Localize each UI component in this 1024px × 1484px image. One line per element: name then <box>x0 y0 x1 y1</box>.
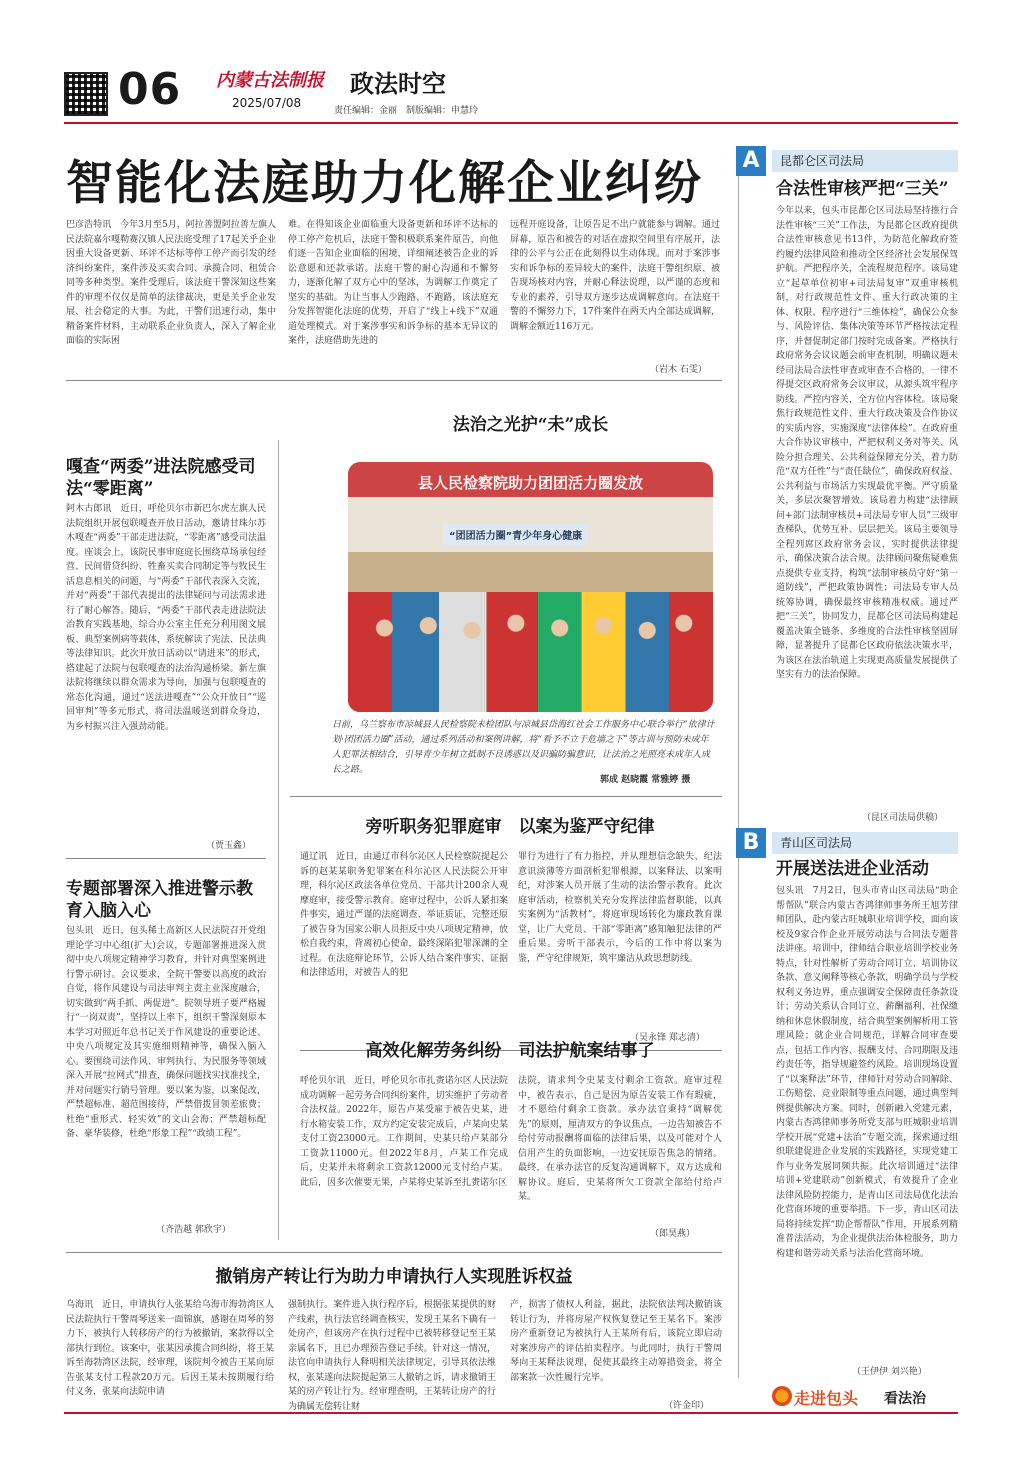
event-photo <box>348 462 713 712</box>
middle-article-1-col-1: 通辽讯 近日，由通辽市科尔沁区人民检察院提起公诉的赵某某职务犯罪案在科尔沁区人民法院公开审理，科尔沁区政法各单位党员、干部共计200余人观摩庭审，接受警示教育。庭审过程中，公诉人紧扣案件事实，通过严谨的法庭调查、举证质证，完整还原了被告身为国家公职人员拒反中央八项规定精神，放松自我约束，背离初心使命，最终深陷犯罪深渊的全过程。在法庭辩论环节，公诉人结合案件事实、证据和法律适用，对被告人的犯 <box>300 852 508 978</box>
right-article-a-body: 今年以来，包头市昆都仑区司法局坚持推行合法性审核“三关”工作法，为昆都仑区政府提供合法性审核意见书13件，为防范化解政府签约履约法律风险和推动全区经济社会发展保驾护航。严把程序关，全流程规范程序。该局建立“起草单位初审+司法局复审”双重审核机制，对行政规范性文件、重大行政决策的主体、权限、程序进行“三维体检”，确保公众参与、风险评估、集体决策等环节严格按法定程序，并督促制定部门按时完成备案。严格执行政府常务会议议题会前审查机制，明确议题未经司法局合法性审查或审查不合格的，一律不得提交区政府常务会议审议，从源头筑牢程序防线。严控内容关，全方位内容体检。该局聚焦行政规范性文件、重大行政决策及合作协议的实质内容，实施深度“法律体检”。在政府重大合作协议审核中，严把权利义务对等关、风险分担合理关、公共利益保障充分关，着力防范“双方任性”与“责任缺位”，确保政府权益、公共利益与市场活力实现最优平衡。严守质量关，多层次聚智增效。该局着力构建“法律顾问+部门法制审核员+司法局专审人员”三级审查梯队，优势互补、层层把关。该局主要领导全程列席区政府常务会议，实时提供法律提示，确保决策合法合规。法律顾问聚焦疑难焦点提供专业支持，构筑“法制审核员守好“第一道防线”，严把政策协调性；司法局专审人员统筹协调，确保最终审核精准权威。通过严把“三关”，协同发力，昆都仑区司法局构建起覆盖决策全链条、多维度的合法性审核坚固屏障，显著提升了昆都仑区政府依法决策水平，为该区在法治轨道上实现更高质量发展提供了坚实有力的法治保障。 <box>776 206 958 680</box>
left-column-divider <box>278 440 279 1240</box>
right-article-b-title: 开展送法进企业活动 <box>776 859 929 879</box>
left-article-2-body: 包头讯 近日，包头稀土高新区人民法院召开党组理论学习中心组(扩大)会议，专题部署推进深入贯彻中央八项规定精神学习教育，并针对典型案例进行警示研讨。会议要求，全院干警要以高度的政治自觉，将作风建设与司法审判主责主业深度融合，切实做到“两手抓、两促进”。院领导班子要严格履行“一岗双责”，坚持以上率下，组织干警深刻原本本学习对照近年总书记关于作风建设的重要论述、中央八项规定及其实施细则精神等，确保入脑入心。要围绕司法作风、审判执行、为民服务等领域深入开展“拉网式”排查，确保问题找实找准找全，并对问题实行销号管理。要以案为鉴，以案促改，严禁超标准、超范围接待，严禁借拨冒领差旅费；杜绝“重形式、轻实效”的文山会海；严禁超标配备、豪华装修，杜绝“形象工程”“政绩工程”。 <box>66 926 266 1139</box>
footer-logo: 走进包头 <box>794 1389 859 1408</box>
lead-byline: （岩木 石雯） <box>650 365 707 375</box>
right-column-divider <box>738 146 739 1378</box>
sun-logo-icon <box>772 1386 792 1406</box>
right-article-b-byline: （王伊伊 刘兴艳） <box>852 1367 927 1377</box>
left-article-1-byline: （贾玉鑫） <box>206 841 252 851</box>
footer-divider <box>64 1412 958 1414</box>
photo-bottom-rule <box>290 796 722 797</box>
right-article-b-body: 包头讯 7月2日，包头市青山区司法局“助企帮帮队”联合内蒙古杏鸿律师事务所王旭芳律师团队，赴内蒙古旺城职业培训学校，面向该校及9家合作企业开展劳动法与合同法专题普法讲座。培训中，律师结合职业培训学校业务特点，针对性解析了劳动合同订立、培训协议条款、意义阐释等核心条款，明确学员与学校权利义务边界，重点强调安全保障责任条款设计；劳动关系认合同订立、薪酬福利、社保缴纳和休息休假制度，结合典型案例解析用工管理风险；就企业合同规范，详解合同审查要点，包括工作内容、报酬支付、合同期限及违约责任等，指导规避签约风险。培训现场设置了“以案释法”环节，律师针对劳动合同解除、工伤赔偿、竞业限制等重点问题，通过典型判例提供解决方案。同时，创新融入党建元素，内蒙古杏鸿律师事务所党支部与旺城职业培训学校开展“党建+法治”专题交流，探索通过组织联建促进企业发展的实践路径，实现党建工作与业务发展同频共振。此次培训通过“法律培训+党建联动”创新模式，有效提升了企业法律风险防控能力，是青山区司法局优化法治化营商环境的重要举措。下一步，青山区司法局将持续发挥“助企帮帮队”作用，开展系列精准普法活动，为企业提供法治体检服务，助力构建和谐劳动关系与法治化营商环境。 <box>776 886 958 1259</box>
section-badge-a: A <box>736 146 766 176</box>
right-article-a-byline: （昆区司法局供稿） <box>862 813 944 823</box>
photo-caption: 日前，乌兰察布市凉城县人民检察院未检团队与凉城县岱海红社会工作服务中心联合举行“依律计划·团团活力圈”活动，通过系列活动和案例讲解，将“看予不立于危墙之下”等古训与预防未成年人犯罪法相结合，引导青少年树立抵制不良诱惑以及识骗防骗意识，让法治之光照亮未成年人成长之路。 <box>332 720 715 775</box>
lead-col-2: 难。在得知该企业面临重大设备更新和环评不达标的停工停产危机后，法庭干警积极联系案件原告，向他们逐一告知企业面临的困境，详细阐述被告企业的诉讼意愿和还款承诺。法庭干警的耐心沟通和不懈努力，逐渐化解了双方心中的坚冰，为调解工作奠定了坚实的基础。为让当事人少跑路、不跑路，该法庭充分发挥智能化法庭的优势，开启了“线上+线下”双通道处理模式。对于案涉事实和诉争标的基本无异议的案件，法庭借助先进的 <box>288 220 498 346</box>
bottom-article-byline: （许金印） <box>664 1401 710 1411</box>
photo-sign-text: “团团活力圈”青少年身心健康 <box>443 524 588 545</box>
page-number: 06 <box>118 64 182 115</box>
section-badge-b: B <box>736 828 766 858</box>
issue-date: 2025/07/08 <box>232 96 302 110</box>
editors-credit: 责任编辑：金丽 制版编辑：申慧玲 <box>334 106 479 116</box>
district-bar-b: 青山区司法局 <box>772 832 958 854</box>
section-title: 政法时空 <box>350 69 446 98</box>
lead-headline: 智能化法庭助力化解企业纠纷 <box>66 156 703 211</box>
left-article-1-title: 嘎查“两委”进法院感受司法“零距离” <box>66 457 256 499</box>
left-article-2-title: 专题部署深入推进警示教育入脑入心 <box>66 879 253 921</box>
middle-article-2-title: 高效化解劳务纠纷 司法护航案结事了 <box>365 1041 655 1061</box>
bottom-article-col-1: 乌海讯 近日，申请执行人张某给乌海市海勃湾区人民法院执行干警周琴送来一面锦旗，感谢在周琴的努力下，被执行人转移房产的行为被撤销，案款得以全部执行到位。该案中，张某因承揽合同纠纷，将王某诉至海勃湾区法院，经审理，该院判令被告王某向原告张某支付工程款20万元。后因王某未按期履行给付义务，张某向法院申请 <box>66 1300 274 1397</box>
qr-code <box>64 72 108 116</box>
lead-col-1: 巴彦浩特讯 今年3月至5月，阿拉善盟阿拉善左旗人民法院嘉尔嘎勒赛汉镇人民法庭受理了17起关乎企业因重大设备更新、环评不达标等停工停产而引发的经济纠纷案件，案件涉及买卖合同、承揽合同、租赁合同等多种类型。案件受理后，该法庭干警深知这些案件的审理不仅仅是简单的法律裁决，更是关乎企业发展、社会稳定的大事。为此，干警们迅速行动，集中精备案件材料，主动联系企业负责人，深入了解企业面临的实际困 <box>66 220 276 346</box>
middle-article-2-col-1: 呼伦贝尔讯 近日，呼伦贝尔市扎赉诺尔区人民法院成功调解一起劳务合同纠纷案件，切实维护了劳动者合法权益。2022年，原告卢某受雇于被告史某，进行水箱安装工作，双方约定安装完成后，卢某向史某支付工资23000元。工作期间，史某只给卢某部分工资款11000元。但2022年8月，卢某工作完成后，史某并未将剩余工资款12000元支付给卢某。此后，因多次催要无果，卢某将史某诉至扎赉诺尔区 <box>300 1076 508 1188</box>
lead-col-3: 远程开庭设备，让原告足不出户就能参与调解。通过屏幕，原告和被告的对话在虚拟空间里有序展开，法律的公平与公正在此刻得以生动体现。而对于案涉事实和诉争标的差异较大的案件，法庭干警组织原、被告现场核对内容，并耐心释法说理，以严谨的态度和专业的素养，引导双方逐步达成调解意向。在法庭干警的不懈努力下，17件案件在两天内全部达成调解，调解金额近116万元。 <box>510 220 720 332</box>
header-divider <box>64 122 958 124</box>
lead-bottom-rule <box>66 380 722 381</box>
bottom-article-col-2: 强制执行。案件进入执行程序后，根据张某提供的财产线索，执行法官经调查核实，发现王某名下确有一处房产，但该房产在执行过程中已被转移登记至王某亲属名下，且已办理预告登记手续。针对这一情况，法官向申请执行人释明相关法律规定，引导其依法维权，张某遂向法院提起第三人撤销之诉，请求撤销王某的房产转让行为。经审理查明，王某转让房产的行为确属无偿转让财 <box>288 1300 496 1412</box>
photo-banner-text: 县人民检察院助力团团活力圈发放 <box>417 474 643 492</box>
middle-article-1-col-2: 罪行为进行了有力指控，并从理想信念缺失、纪法意识淡薄等方面剖析犯罪根源，以案释法、以案明纪，对涉案人员开展了生动的法治警示教育。此次庭审活动，检察机关充分发挥法律监督职能，以真实案例为“活教材”，将庭审现场转化为廉政教育课堂，让广大党员、干部“零距离”感知触犯法律的严重后果。旁听干部表示，今后的工作中将以案为鉴，严守纪律规矩，筑牢廉洁从政思想防线。 <box>518 852 722 964</box>
paper-logo: 内蒙古法制报 <box>216 70 324 91</box>
bottom-article-title: 撤销房产转让行为助力申请执行人实现胜诉权益 <box>215 1267 573 1287</box>
bottom-top-rule <box>66 1252 722 1253</box>
left-article-2-byline: （齐浩越 郭欣宇） <box>156 1225 231 1235</box>
middle-article-2-col-2: 法院，请求判令史某支付剩余工资款。庭审过程中，被告表示，自己是因为原告安装工作有瑕疵，才不愿给付剩余工资款。承办法官秉持“调解优先”的原则，厘清双方的争议焦点，一边告知被告不给付劳动报酬将面临的法律后果，以及可能对个人信用产生的负面影响，一边安抚原告焦急的情绪。最终，在承办法官的反复沟通调解下，双方达成和解协议。庭后，史某将所欠工资款全部给付给卢某。 <box>518 1076 722 1202</box>
children-group <box>348 592 713 712</box>
left-divider <box>66 858 266 859</box>
middle-article-1-byline: （吴永锋 郑志清） <box>630 1033 705 1043</box>
left-article-1-body: 阿木古郎讯 近日，呼伦贝尔市新巴尔虎左旗人民法院组织开展包联嘎查开放日活动，邀请甘珠尔苏木嘎查“两委”干部走进法院，“零距离”感受司法温度。座谈会上，该院民事审庭庭长围绕草场承包经营、民间借贷纠纷、牲畜买卖合同制定等与牧民生活息息相关的问题，与“两委”干部代表深入交流，并对“两委”干部代表提出的法律疑问与司法需求进行了耐心解答。随后，“两委”干部代表走进法院法治教育实践基地，综合办公室主任充分利用图文展板、典型案例病等载体，系统解读了宪法、民法典等法律知识。此次开放日活动以“请进来”的形式，搭建起了法院与包联嘎查的法治沟通桥梁。新左旗法院将继续以群众需求为导向，加强与包联嘎查的常态化沟通，通过“送法进嘎查”“公众开放日”“巡回审判”等多元形式，将司法温暖送到群众身边，为乡村振兴注入强劲动能。 <box>66 504 266 732</box>
bottom-article-col-3: 产，损害了债权人利益，据此，法院依法判决撤销该转让行为，并将房屋产权恢复登记至王某名下。案涉房产重新登记为被执行人王某所有后，该院立即启动对案涉房产的评估拍卖程序。与此同时，执行干警周琴向王某释法说理，促使其最终主动筹措资金，将全部案款一次性履行完毕。 <box>510 1300 722 1383</box>
middle-article-1-title: 旁听职务犯罪庭审 以案为鉴严守纪律 <box>365 817 655 837</box>
photo-story-title: 法治之光护“未”成长 <box>452 415 609 435</box>
middle-article-2-byline: （郎昊燕） <box>650 1229 696 1239</box>
photo-credit: 郭成 赵晓霞 常雅婷 摄 <box>600 775 691 785</box>
district-bar-a: 昆都仑区司法局 <box>772 150 958 172</box>
footer-logo-sub: 看法治 <box>884 1391 926 1407</box>
right-article-a-title: 合法性审核严把“三关” <box>776 179 949 199</box>
